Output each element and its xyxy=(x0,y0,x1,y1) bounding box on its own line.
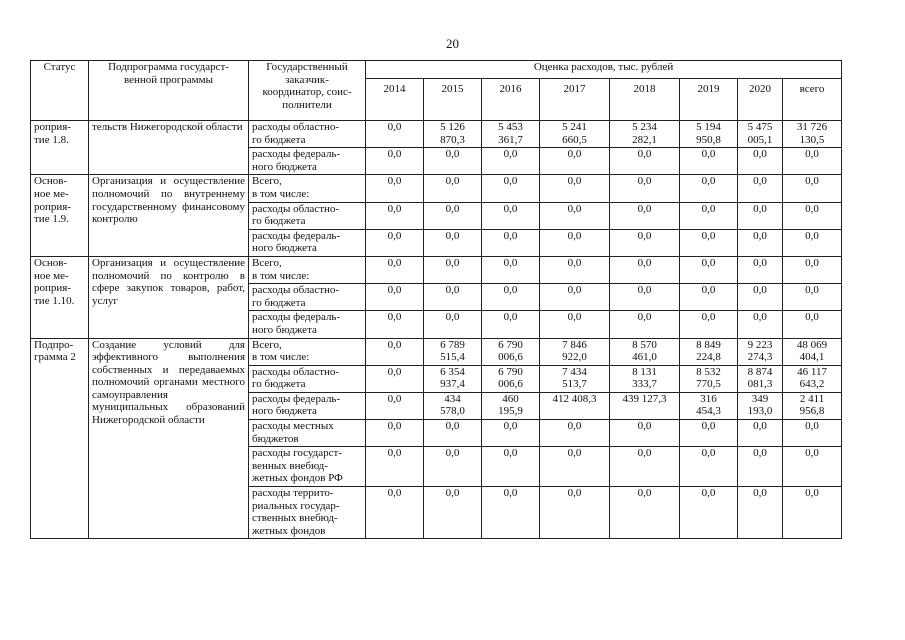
table-row xyxy=(31,338,842,365)
row-total-value: 0,0 xyxy=(783,202,842,229)
row-year-value: 0,0 xyxy=(366,487,424,539)
row-year-value: 0,0 xyxy=(738,420,783,447)
row-year-value: 439 127,3 xyxy=(610,392,680,419)
header-year: 2015 xyxy=(424,79,482,121)
row-year-value: 0,0 xyxy=(482,175,540,202)
row-year-value: 0,0 xyxy=(366,202,424,229)
header-expenses: Оценка расходов, тыс. рублей xyxy=(366,61,842,79)
row-year-value: 0,0 xyxy=(680,311,738,338)
header-year: 2016 xyxy=(482,79,540,121)
row-year-value: 0,0 xyxy=(610,202,680,229)
row-total-value: 0,0 xyxy=(783,148,842,175)
row-year-value: 6 790 006,6 xyxy=(482,338,540,365)
row-year-value: 0,0 xyxy=(540,175,610,202)
row-year-value: 5 234 282,1 xyxy=(610,121,680,148)
row-year-value: 0,0 xyxy=(366,420,424,447)
row-year-value: 0,0 xyxy=(540,284,610,311)
row-year-value: 349 193,0 xyxy=(738,392,783,419)
row-year-value: 0,0 xyxy=(424,311,482,338)
row-year-value: 0,0 xyxy=(540,487,610,539)
row-year-value: 0,0 xyxy=(540,256,610,283)
row-total-value: 0,0 xyxy=(783,487,842,539)
row-year-value: 0,0 xyxy=(424,229,482,256)
table-row xyxy=(31,256,842,283)
row-year-value: 0,0 xyxy=(482,202,540,229)
budget-table-body xyxy=(31,121,842,539)
row-year-value: 434 578,0 xyxy=(424,392,482,419)
row-year-value: 0,0 xyxy=(610,229,680,256)
row-year-value: 5 194 950,8 xyxy=(680,121,738,148)
row-total-value: 0,0 xyxy=(783,229,842,256)
header-year: 2018 xyxy=(610,79,680,121)
header-customer: Государственный заказчик- координатор, соис- полнители xyxy=(249,61,366,121)
row-year-value: 0,0 xyxy=(366,256,424,283)
table-row xyxy=(31,121,842,148)
row-year-value: 0,0 xyxy=(738,284,783,311)
row-year-value: 0,0 xyxy=(610,148,680,175)
row-year-value: 0,0 xyxy=(680,229,738,256)
row-year-value: 8 532 770,5 xyxy=(680,365,738,392)
row-year-value: 0,0 xyxy=(482,420,540,447)
row-year-value: 0,0 xyxy=(366,392,424,419)
row-year-value: 0,0 xyxy=(610,447,680,487)
row-year-value: 0,0 xyxy=(680,420,738,447)
row-year-value: 5 241 660,5 xyxy=(540,121,610,148)
row-customer-label: расходы федераль- ного бюджета xyxy=(249,311,366,338)
row-year-value: 0,0 xyxy=(424,148,482,175)
row-year-value: 0,0 xyxy=(680,148,738,175)
header-year: 2019 xyxy=(680,79,738,121)
row-status: роприя- тие 1.8. xyxy=(31,121,89,175)
row-customer-label: расходы террито- риальных государ- ственных внебюд- жетных фондов xyxy=(249,487,366,539)
row-total-value: 46 117 643,2 xyxy=(783,365,842,392)
row-year-value: 460 195,9 xyxy=(482,392,540,419)
header-year: 2017 xyxy=(540,79,610,121)
row-year-value: 412 408,3 xyxy=(540,392,610,419)
row-year-value: 0,0 xyxy=(424,202,482,229)
row-year-value: 0,0 xyxy=(366,284,424,311)
row-year-value: 0,0 xyxy=(366,365,424,392)
row-year-value: 0,0 xyxy=(540,447,610,487)
row-year-value: 6 790 006,6 xyxy=(482,365,540,392)
row-year-value: 0,0 xyxy=(366,311,424,338)
row-customer-label: Всего, в том числе: xyxy=(249,338,366,365)
header-total: всего xyxy=(783,79,842,121)
row-total-value: 31 726 130,5 xyxy=(783,121,842,148)
row-year-value: 9 223 274,3 xyxy=(738,338,783,365)
row-year-value: 0,0 xyxy=(366,229,424,256)
row-year-value: 0,0 xyxy=(424,284,482,311)
row-year-value: 0,0 xyxy=(540,420,610,447)
row-total-value: 0,0 xyxy=(783,284,842,311)
row-year-value: 0,0 xyxy=(366,175,424,202)
row-total-value: 0,0 xyxy=(783,420,842,447)
row-year-value: 0,0 xyxy=(540,202,610,229)
row-year-value: 0,0 xyxy=(680,447,738,487)
row-customer-label: расходы федераль- ного бюджета xyxy=(249,229,366,256)
row-year-value: 8 849 224,8 xyxy=(680,338,738,365)
row-customer-label: Всего, в том числе: xyxy=(249,175,366,202)
row-year-value: 0,0 xyxy=(680,175,738,202)
row-year-value: 316 454,3 xyxy=(680,392,738,419)
row-status: Основ- ное ме- роприя- тие 1.9. xyxy=(31,175,89,257)
row-year-value: 0,0 xyxy=(680,256,738,283)
row-year-value: 0,0 xyxy=(482,447,540,487)
row-year-value: 8 570 461,0 xyxy=(610,338,680,365)
row-year-value: 0,0 xyxy=(610,311,680,338)
header-year: 2020 xyxy=(738,79,783,121)
row-year-value: 6 789 515,4 xyxy=(424,338,482,365)
row-year-value: 0,0 xyxy=(540,148,610,175)
row-customer-label: расходы областно- го бюджета xyxy=(249,365,366,392)
row-year-value: 0,0 xyxy=(738,148,783,175)
row-year-value: 0,0 xyxy=(610,420,680,447)
table-row xyxy=(31,175,842,202)
page-number: 20 xyxy=(446,36,459,51)
row-year-value: 0,0 xyxy=(540,311,610,338)
row-year-value: 0,0 xyxy=(680,202,738,229)
header-year: 2014 xyxy=(366,79,424,121)
row-customer-label: расходы местных бюджетов xyxy=(249,420,366,447)
row-year-value: 0,0 xyxy=(540,229,610,256)
row-year-value: 6 354 937,4 xyxy=(424,365,482,392)
row-customer-label: расходы федераль- ного бюджета xyxy=(249,148,366,175)
row-year-value: 0,0 xyxy=(738,311,783,338)
row-year-value: 0,0 xyxy=(738,202,783,229)
row-status: Основ- ное ме- роприя- тие 1.10. xyxy=(31,256,89,338)
row-customer-label: расходы областно- го бюджета xyxy=(249,202,366,229)
row-subprogram-name: тельств Нижегородской области xyxy=(89,121,249,175)
row-customer-label: расходы областно- го бюджета xyxy=(249,121,366,148)
row-year-value: 0,0 xyxy=(424,175,482,202)
header-subprogram: Подпрограмма государст- венной программы xyxy=(89,61,249,121)
row-year-value: 0,0 xyxy=(366,121,424,148)
row-total-value: 48 069 404,1 xyxy=(783,338,842,365)
budget-table xyxy=(30,60,842,539)
row-year-value: 8 131 333,7 xyxy=(610,365,680,392)
row-customer-label: расходы государст- венных внебюд- жетных фондов РФ xyxy=(249,447,366,487)
row-customer-label: Всего, в том числе: xyxy=(249,256,366,283)
row-total-value: 0,0 xyxy=(783,175,842,202)
row-year-value: 0,0 xyxy=(610,256,680,283)
row-year-value: 0,0 xyxy=(424,420,482,447)
row-year-value: 7 434 513,7 xyxy=(540,365,610,392)
header-status: Статус xyxy=(31,61,89,121)
row-year-value: 0,0 xyxy=(366,338,424,365)
row-customer-label: расходы областно- го бюджета xyxy=(249,284,366,311)
row-total-value: 0,0 xyxy=(783,447,842,487)
row-year-value: 7 846 922,0 xyxy=(540,338,610,365)
row-year-value: 0,0 xyxy=(680,487,738,539)
row-status: Подпро- грамма 2 xyxy=(31,338,89,539)
row-subprogram-name: Организация и осуществление полномочий по внутреннему государственному финансовому контролю xyxy=(89,175,249,257)
row-total-value: 0,0 xyxy=(783,311,842,338)
row-total-value: 2 411 956,8 xyxy=(783,392,842,419)
row-year-value: 0,0 xyxy=(366,447,424,487)
row-year-value: 0,0 xyxy=(738,256,783,283)
row-year-value: 0,0 xyxy=(610,175,680,202)
row-year-value: 0,0 xyxy=(738,487,783,539)
row-year-value: 0,0 xyxy=(738,175,783,202)
row-year-value: 0,0 xyxy=(610,284,680,311)
row-year-value: 0,0 xyxy=(610,487,680,539)
row-customer-label: расходы федераль- ного бюджета xyxy=(249,392,366,419)
row-total-value: 0,0 xyxy=(783,256,842,283)
row-year-value: 0,0 xyxy=(482,256,540,283)
row-year-value: 0,0 xyxy=(738,447,783,487)
row-year-value: 0,0 xyxy=(482,284,540,311)
row-year-value: 5 475 005,1 xyxy=(738,121,783,148)
row-year-value: 0,0 xyxy=(680,284,738,311)
row-subprogram-name: Организация и осуществление полномочий по контролю в сфере закупок товаров, работ, услуг xyxy=(89,256,249,338)
row-year-value: 0,0 xyxy=(424,487,482,539)
row-year-value: 5 453 361,7 xyxy=(482,121,540,148)
row-year-value: 0,0 xyxy=(482,229,540,256)
row-year-value: 0,0 xyxy=(424,256,482,283)
row-year-value: 0,0 xyxy=(366,148,424,175)
row-year-value: 0,0 xyxy=(482,487,540,539)
row-year-value: 0,0 xyxy=(482,311,540,338)
row-subprogram-name: Создание условий для эффективного выполнения собственных и передаваемых полномочий органами местного самоуправления муниципальных образований Нижегородской области xyxy=(89,338,249,539)
row-year-value: 0,0 xyxy=(482,148,540,175)
row-year-value: 0,0 xyxy=(424,447,482,487)
row-year-value: 8 874 081,3 xyxy=(738,365,783,392)
row-year-value: 0,0 xyxy=(738,229,783,256)
row-year-value: 5 126 870,3 xyxy=(424,121,482,148)
